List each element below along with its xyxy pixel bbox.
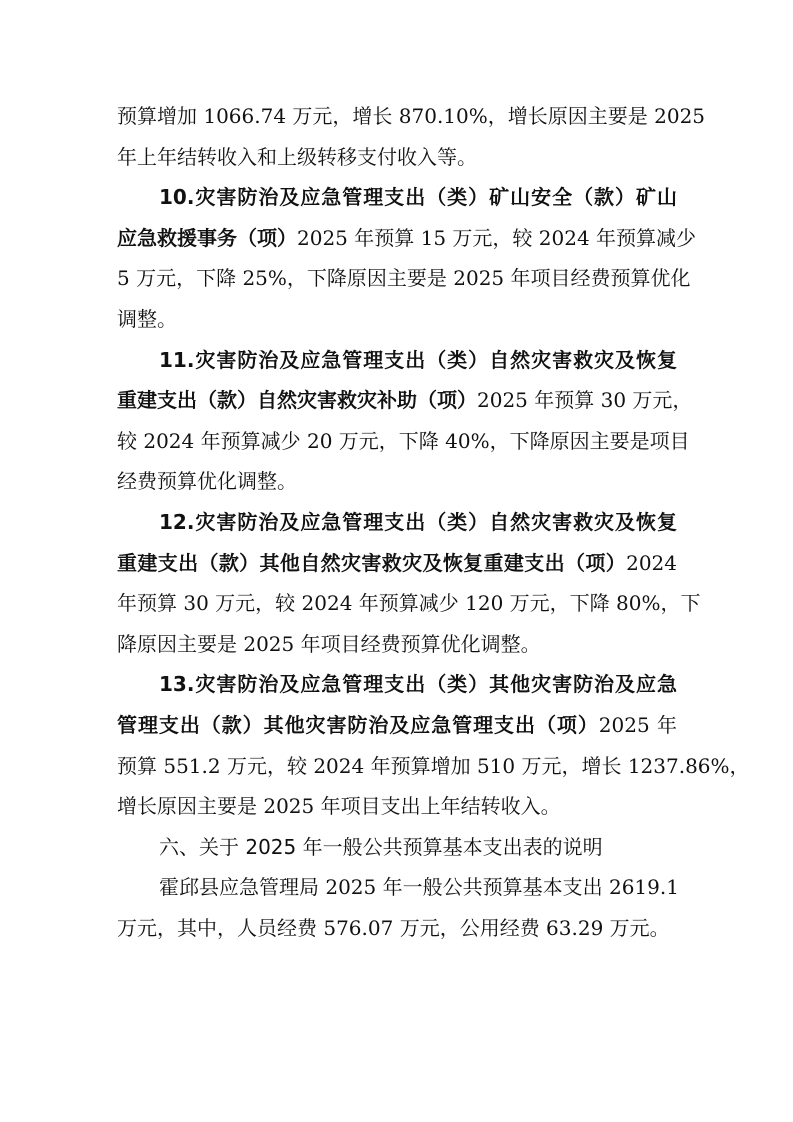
section-heading-text: 六、关于 2025 年一般公共预算基本支出表的说明 (159, 834, 603, 859)
paragraph-line (117, 96, 706, 137)
line-text: 经费预算优化调整。 (117, 469, 297, 494)
paragraph-line (117, 746, 750, 787)
item-11-line (117, 380, 693, 421)
section-heading (117, 827, 677, 868)
item-title: 重建支出（款）其他自然灾害救灾及恢复重建支出（项） (117, 550, 627, 575)
item-10-line (117, 218, 697, 259)
item-title: 11.灾害防治及应急管理支出（类）自然灾害救灾及恢复 (159, 347, 677, 372)
line-text: 2024 (626, 550, 677, 575)
paragraph-line (117, 461, 677, 502)
line-text: 调整。 (117, 306, 177, 331)
line-text: 2025 年预算 30 万元， (477, 388, 693, 413)
paragraph-line (117, 421, 690, 462)
line-text: 5 万元，下降 25%，下降原因主要是 2025 年项目经费预算优化 (117, 266, 691, 291)
paragraph-line (117, 786, 677, 827)
paragraph-line (117, 258, 691, 299)
line-text: 预算增加 1066.74 万元，增长 870.10%，增长原因主要是 2025 (117, 104, 706, 128)
line-text: 预算 551.2 万元，较 2024 年预算增加 510 万元，增长 1237.86%， (117, 753, 750, 778)
item-title: 10.灾害防治及应急管理支出（类）矿山安全（款）矿山 (159, 185, 677, 210)
paragraph-line (117, 908, 677, 949)
item-title: 管理支出（款）其他灾害防治及应急管理支出（项） (117, 712, 599, 737)
line-text: 2025 年 (598, 712, 677, 737)
line-text: 年上年结转收入和上级转移支付收入等。 (117, 144, 477, 169)
paragraph-line (117, 299, 677, 340)
line-text: 年预算 30 万元，较 2024 年预算减少 120 万元，下降 80%，下 (117, 591, 701, 616)
line-text: 降原因主要是 2025 年项目经费预算优化调整。 (117, 631, 541, 656)
item-title: 12.灾害防治及应急管理支出（类）自然灾害救灾及恢复 (159, 509, 677, 534)
paragraph-line (117, 137, 677, 178)
paragraph-line (117, 867, 677, 908)
item-12-title-line (117, 502, 677, 543)
item-12-line (117, 543, 677, 584)
line-text: 增长原因主要是 2025 年项目支出上年结转收入。 (117, 794, 561, 819)
item-13-title-line (117, 664, 677, 705)
item-title: 13.灾害防治及应急管理支出（类）其他灾害防治及应急 (159, 672, 677, 697)
line-text: 霍邱县应急管理局 2025 年一般公共预算基本支出 2619.1 (159, 875, 679, 900)
item-11-title-line (117, 340, 677, 381)
paragraph-line (117, 624, 677, 665)
item-title: 应急救援事务（项） (117, 225, 297, 250)
item-13-line (117, 705, 677, 746)
item-10-title-line (117, 177, 677, 218)
line-text: 万元，其中，人员经费 576.07 万元，公用经费 63.29 万元。 (117, 915, 670, 940)
item-title: 重建支出（款）自然灾害救灾补助（项） (117, 388, 477, 413)
line-text: 较 2024 年预算减少 20 万元，下降 40%，下降原因主要是项目 (117, 428, 690, 453)
line-text: 2025 年预算 15 万元，较 2024 年预算减少 (297, 225, 697, 250)
paragraph-line (117, 583, 701, 624)
document-body (117, 96, 750, 948)
